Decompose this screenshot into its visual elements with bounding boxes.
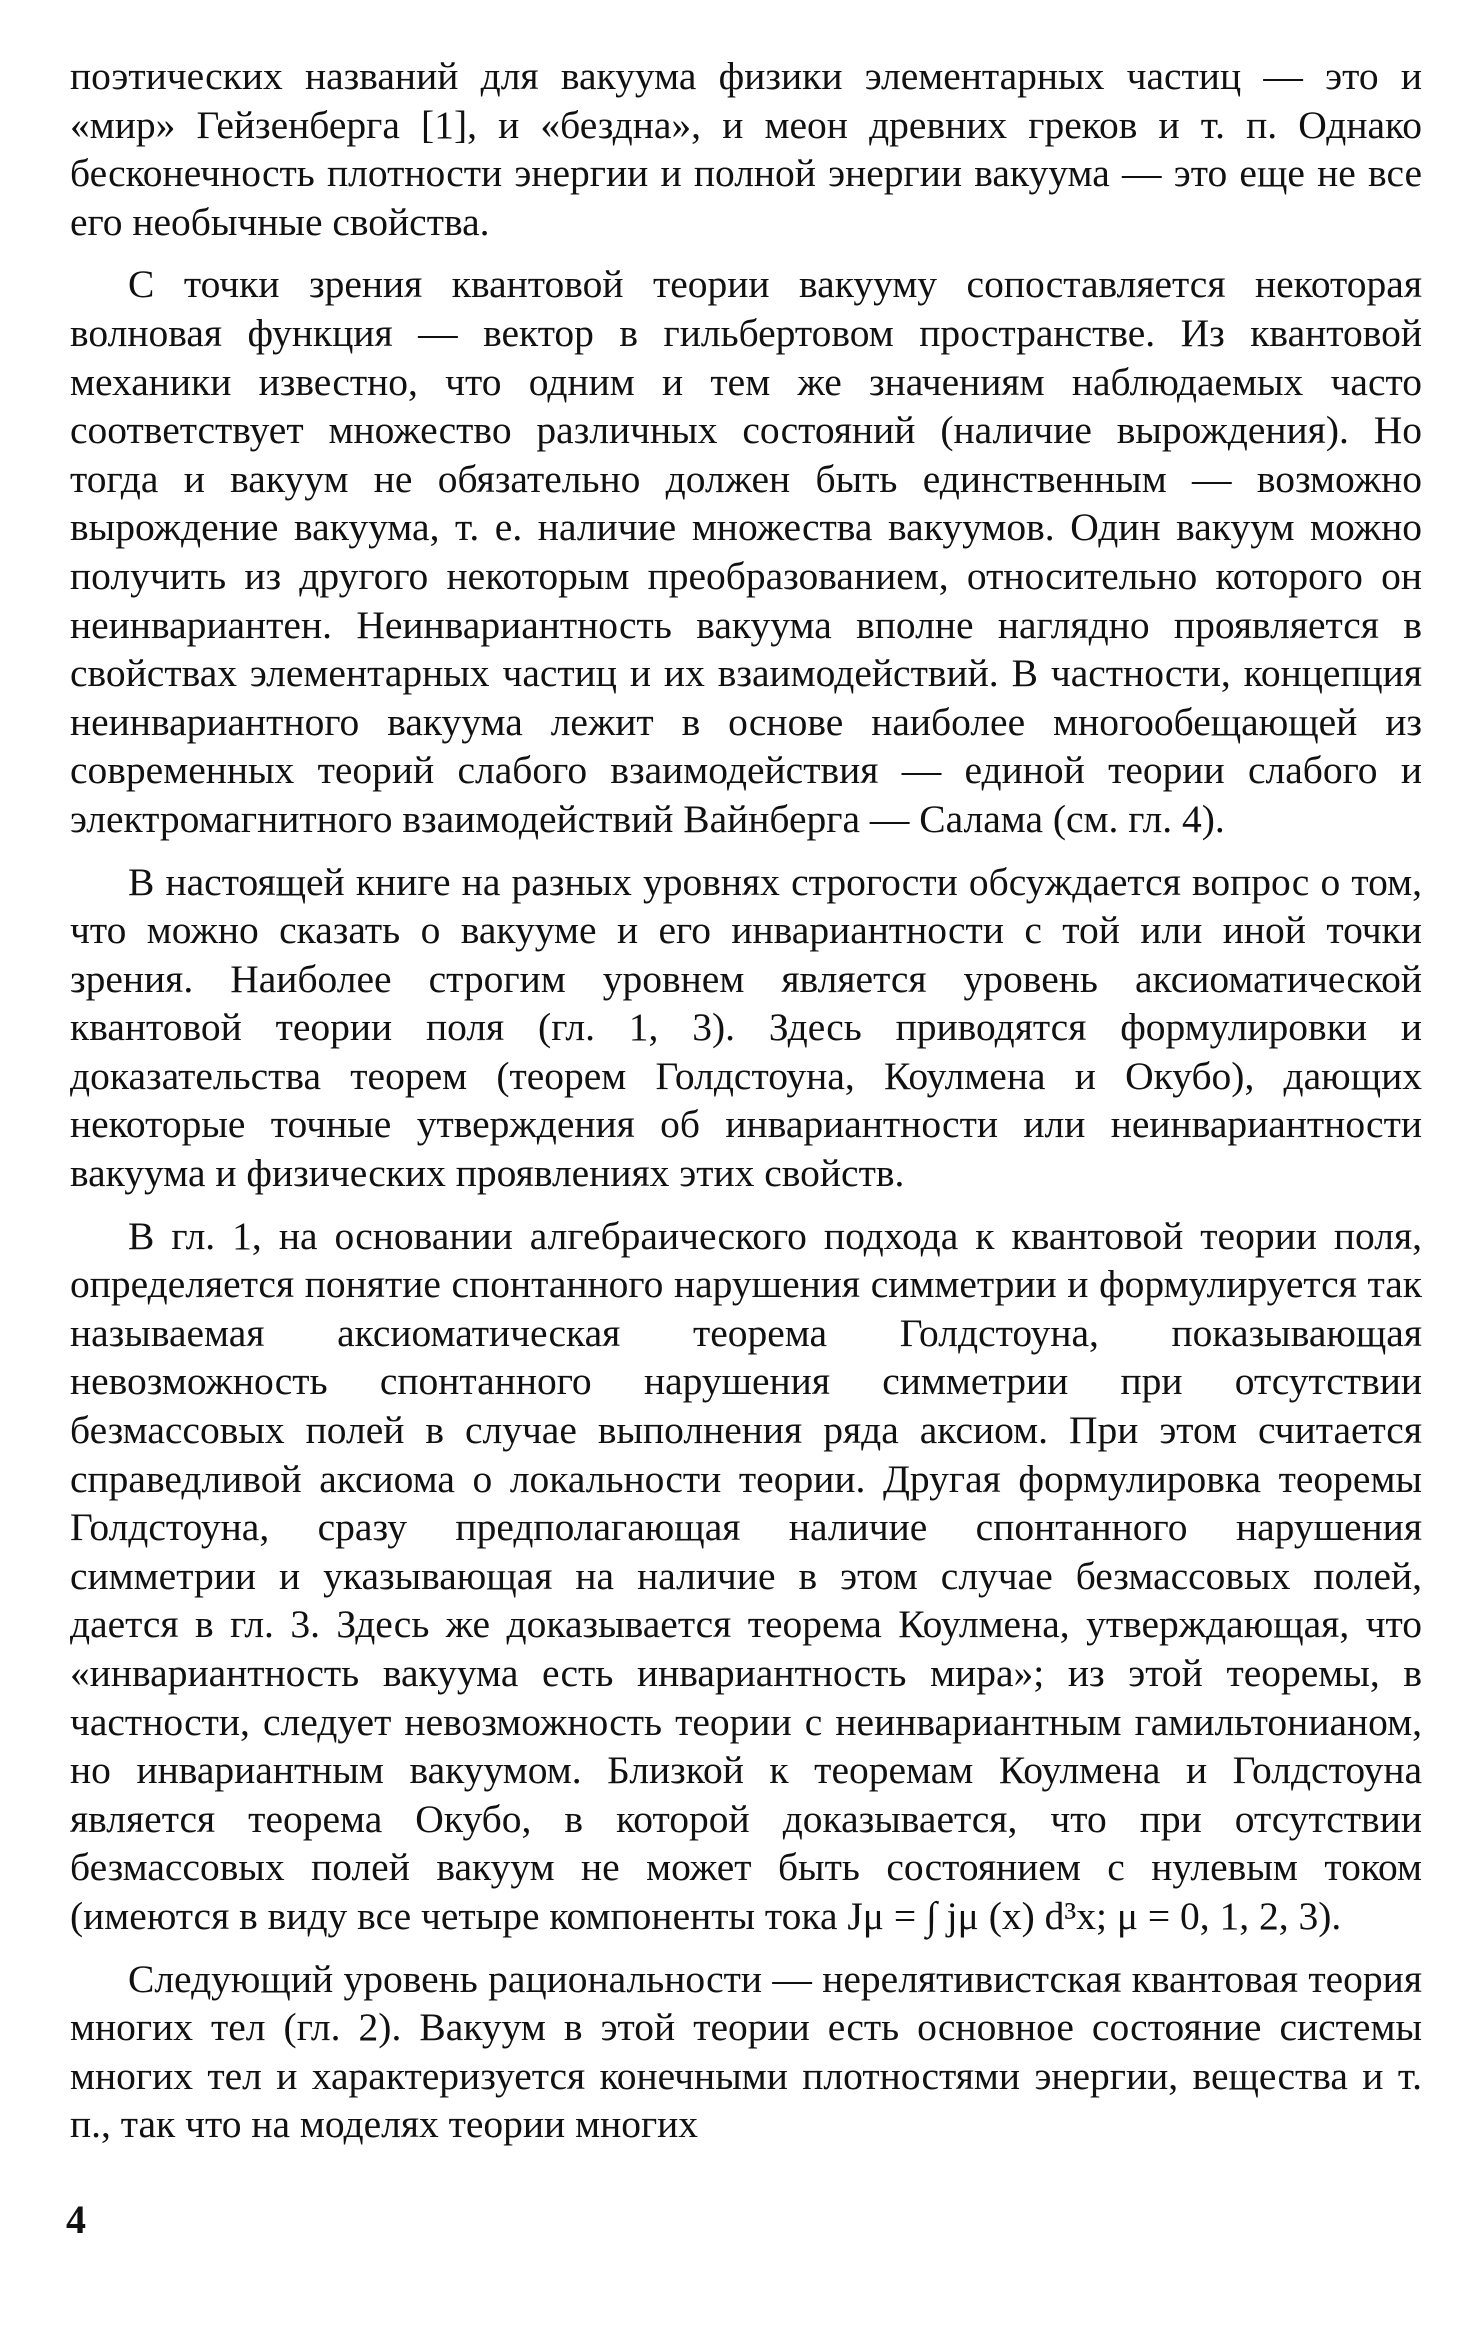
paragraph-4: В гл. 1, на основании алгебраического подхода к квантовой теории поля, определяется понятие спонтанного нарушения симметрии и формулируется так называемая аксиоматическая теорема Голдстоуна, показывающая невозможность спонтанного нарушения симметрии при отсутствии безмассовых полей в случае выполнения ряда аксиом. При этом считается справедливой аксиома о локальности теории. Другая формулировка теоремы Голдстоуна, сразу предполагающая наличие спонтанного нарушения симметрии и указывающая на наличие в этом случае безмассовых полей, дается в гл. 3. Здесь же доказывается теорема Коулмена, утверждающая, что «инвариантность вакуума есть инвариантность мира»; из этой теоремы, в частности, следует невозможность теории с неинвариантным гамильтонианом, но инвариантным вакуумом. Близкой к теоремам Коулмена и Голдстоуна является теорема Окубо, в которой доказывается, что при отсутствии безмассовых полей вакуум не может быть состоянием с нулевым током (имеются в виду все четыре компоненты тока Jμ = ∫ jμ (x) d³x; μ = 0, 1, 2, 3). (70, 1213, 1422, 1938)
paragraph-3: В настоящей книге на разных уровнях строгости обсуждается вопрос о том, что можно сказать о вакууме и его инвариантности с той или иной точки зрения. Наиболее строгим уровнем является уровень аксиоматической квантовой теории поля (гл. 1, 3). Здесь приводятся формулировки и доказательства теорем (теорем Голдстоуна, Коулмена и Окубо), дающих некоторые точные утверждения об инвариантности или неинвариантности вакуума и физических проявлениях этих свойств. (70, 859, 1422, 1196)
book-page-text (70, 52, 1422, 2149)
paragraph-5: Следующий уровень рациональности — нерелятивистская квантовая теория многих тел (гл. 2). Вакуум в этой теории есть основное состояние системы многих тел и характеризуется конечными плотностями энергии, вещества и т. п., так что на моделях теории многих (70, 1956, 1422, 2147)
paragraph-2: С точки зрения квантовой теории вакууму сопоставляется некоторая волновая функция — вектор в гильбертовом пространстве. Из квантовой механики известно, что одним и тем же значениям наблюдаемых часто соответствует множество различных состояний (наличие вырождения). Но тогда и вакуум не обязательно должен быть единственным — возможно вырождение вакуума, т. е. наличие множества вакуумов. Один вакуум можно получить из другого некоторым преобразованием, относительно которого он неинвариантен. Неинвариантность вакуума вполне наглядно проявляется в свойствах элементарных частиц и их взаимодействий. В частности, концепция неинвариантного вакуума лежит в основе наиболее многообещающей из современных теорий слабого взаимодействия — единой теории слабого и электромагнитного взаимодействий Вайнберга — Салама (см. гл. 4). (70, 262, 1422, 841)
paragraph-1: поэтических названий для вакуума физики элементарных частиц — это и «мир» Гейзенберга [1], и «бездна», и меон древних греков и т. п. Однако бесконечность плотности энергии и полной энергии вакуума — это еще не все его необычные свойства. (70, 54, 1422, 244)
page-number: 4 (66, 2197, 86, 2242)
